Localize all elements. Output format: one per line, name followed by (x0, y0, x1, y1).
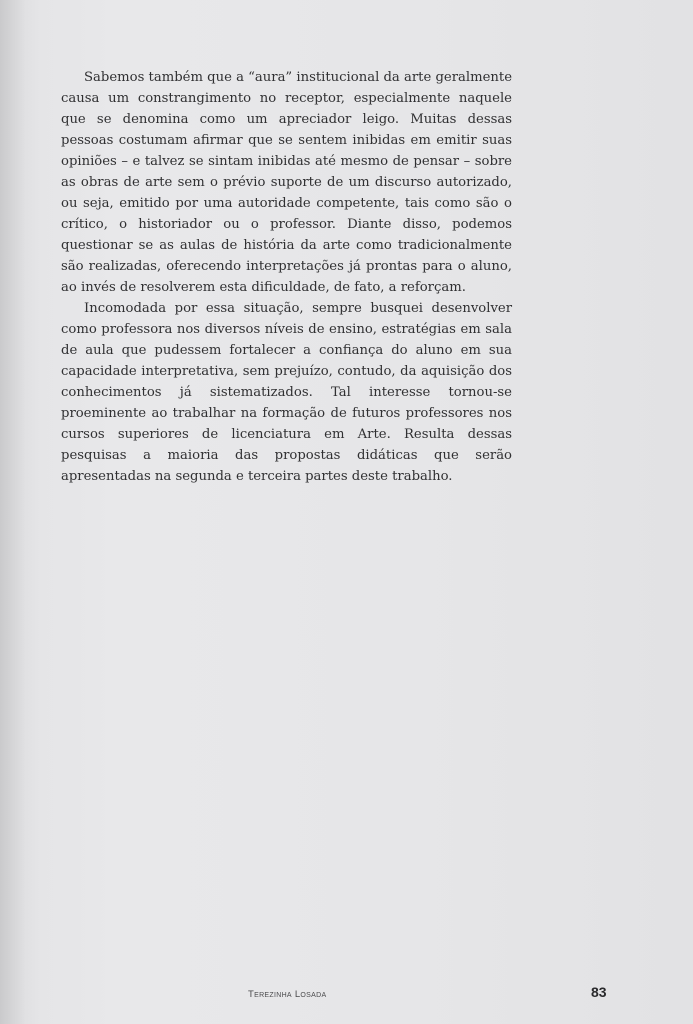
running-footer-author: Terezinha Losada (248, 989, 327, 1000)
body-text (61, 67, 512, 487)
spine-shadow (0, 0, 26, 1024)
paragraph-1: Sabemos também que a “aura” institucional da arte geralmente causa um constrangimento no receptor, especialmente naquele que se denomina como um apreciador leigo. Muitas dessas pessoas costumam afirmar que se sentem inibidas em emitir suas opiniões – e talvez se sintam inibidas até mesmo de pensar – sobre as obras de arte sem o prévio suporte de um discurso autorizado, ou seja, emitido por uma autoridade competente, tais como são o crítico, o historiador ou o professor. Diante disso, podemos questionar se as aulas de história da arte como tradicionalmente são realizadas, oferecendo interpretações já prontas para o aluno, ao invés de resolverem esta dificuldade, de fato, a reforçam. (61, 70, 512, 295)
paragraph-2: Incomodada por essa situação, sempre busquei desenvolver como professora nos diversos níveis de ensino, estratégias em sala de aula que pudessem fortalecer a confiança do aluno em sua capacidade interpretativa, sem prejuízo, contudo, da aquisição dos conhecimentos já sistematizados. Tal interesse tornou-se proeminente ao trabalhar na formação de futuros professores nos cursos superiores de licenciatura em Arte. Resulta dessas pesquisas a maioria das propostas didáticas que serão apresentadas na segunda e terceira partes deste trabalho. (61, 301, 512, 484)
page-number: 83 (591, 984, 607, 1000)
